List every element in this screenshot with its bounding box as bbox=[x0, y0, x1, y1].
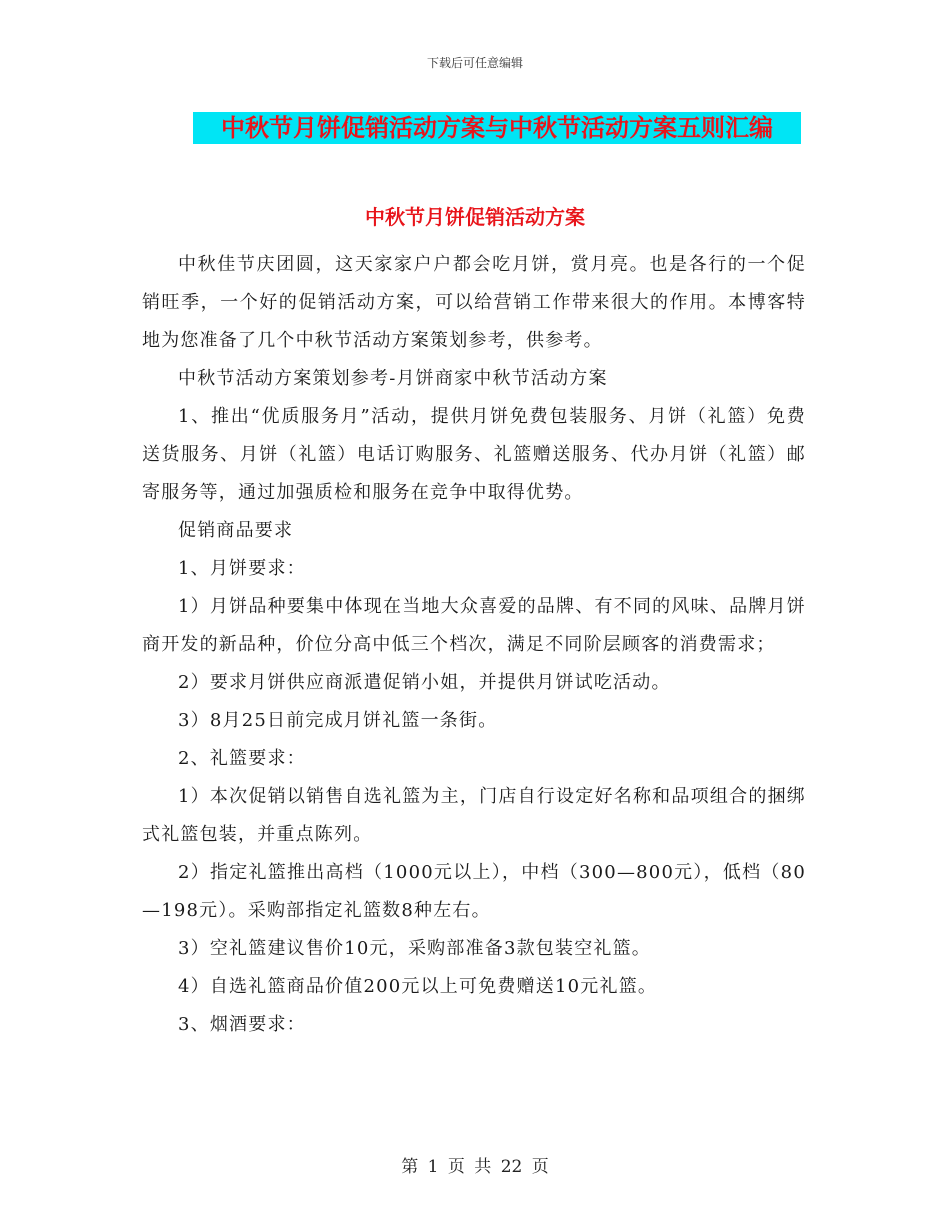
paragraph-item: 3、烟酒要求： bbox=[178, 1014, 306, 1035]
section-title: 中秋节月饼促销活动方案 bbox=[365, 205, 585, 229]
document-body bbox=[142, 246, 806, 1044]
paragraph-intro: 中秋佳节庆团圆，这天家家户户都会吃月饼，赏月亮。也是各行的一个促销旺季，一个好的促销活动方案，可以给营销工作带来很大的作用。本博客特地为您准备了几个中秋节活动方案策划参考，供参考。 bbox=[142, 254, 806, 351]
paragraph-item: 3）8月25日前完成月饼礼篮一条街。 bbox=[178, 710, 498, 731]
paragraph-item: 1）月饼品种要集中体现在当地大众喜爱的品牌、有不同的风味、品牌月饼商开发的新品种，价位分高中低三个档次，满足不同阶层顾客的消费需求； bbox=[142, 596, 806, 655]
page-number-footer: 第 1 页 共 22 页 bbox=[401, 1157, 549, 1177]
paragraph-heading: 中秋节活动方案策划参考-月饼商家中秋节活动方案 bbox=[178, 368, 608, 389]
page-header-note: 下载后可任意编辑 bbox=[426, 56, 523, 70]
paragraph-subheading: 促销商品要求 bbox=[178, 520, 294, 541]
paragraph-item: 2）要求月饼供应商派遣促销小姐，并提供月饼试吃活动。 bbox=[178, 672, 671, 693]
paragraph-item: 1、月饼要求： bbox=[178, 558, 306, 579]
paragraph-item: 2）指定礼篮推出高档（1000元以上），中档（300—800元），低档（80—198元）。采购部指定礼篮数8种左右。 bbox=[142, 862, 806, 921]
document-title: 中秋节月饼促销活动方案与中秋节活动方案五则汇编 bbox=[193, 112, 801, 144]
paragraph-item: 1、推出“优质服务月”活动，提供月饼免费包装服务、月饼（礼篮）免费送货服务、月饼（礼篮）电话订购服务、礼篮赠送服务、代办月饼（礼篮）邮寄服务等，通过加强质检和服务在竞争中取得优势。 bbox=[142, 406, 806, 503]
paragraph-item: 3）空礼篮建议售价10元，采购部准备3款包装空礼篮。 bbox=[178, 938, 652, 959]
paragraph-item: 4）自选礼篮商品价值200元以上可免费赠送10元礼篮。 bbox=[178, 976, 658, 997]
paragraph-item: 1）本次促销以销售自选礼篮为主，门店自行设定好名称和品项组合的捆绑式礼篮包装，并重点陈列。 bbox=[142, 786, 806, 845]
paragraph-item: 2、礼篮要求： bbox=[178, 748, 306, 769]
